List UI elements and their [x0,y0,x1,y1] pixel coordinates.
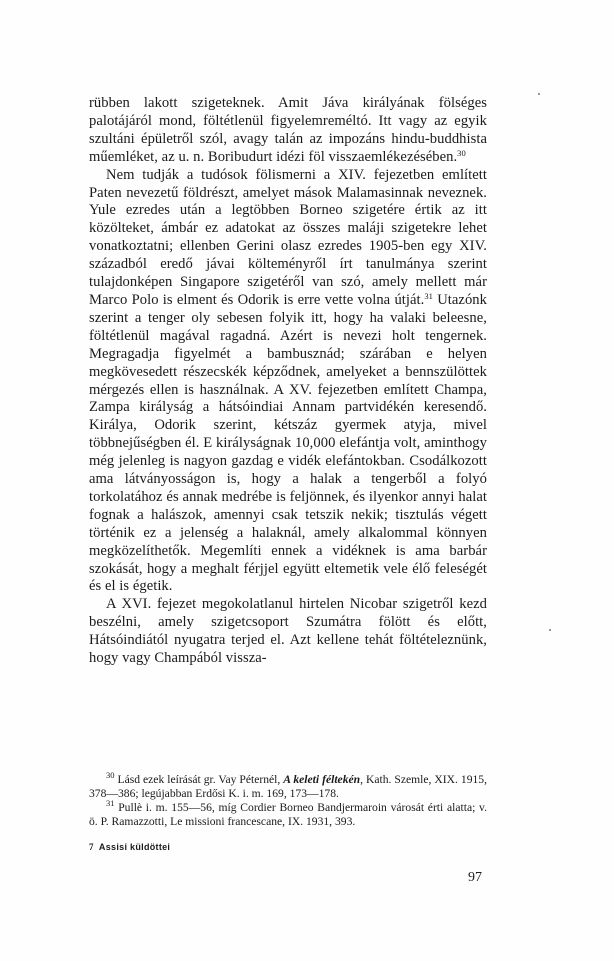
footnote-30-text-b: , Kath. Szemle, XIX. 1915, 378—386; legújabban Erdősi K. i. m. 169, 173—178. [89,773,487,800]
signature-title: Assisi küldöttei [98,842,171,852]
speck-mark [538,93,540,95]
footnote-31 [89,798,487,829]
footnote-ref-30: 30 [457,147,466,158]
footnote-ref-31: 31 [424,290,433,301]
footnote-31-marker: 31 [106,798,115,808]
paragraph-2-text-b: Utazónk szerint a tenger oly sebesen folyik itt, hogy ha valaki beleesne, föltétlenül magával ragadná. Azért is nevezi holt tengernek. Megragadja figyelmét a bambusznád; szárában e helyen megkövesedett részecskék képződnek, amelyeket a bennszülöttek mérgezés ellen is használnak. A XV. fejezetben említett Champa, Zampa királyság a hátsóindiai Annam partvidékén keresendő. Királya, Odorik szerint, kétszáz gyermek atyja, mivel többnejűségben él. E királyságnak 10,000 elefántja volt, aminthogy még jelenleg is nagyon gazdag e vidék elefántokban. Csodálkozott ama látványosságon is, hogy a halak a tengerből a folyó torkolatához és annak medrébe is feljönnek, és ilyenkor annyi halat fognak a halászok, amennyi csak tetszik nekik; tisztulás végett történik ez a jelenség a halaknál, amely alkalommal könnyen megközelíthetők. Megemlíti ennek a vidéknek is ama barbár szokását, hogy a meghalt férjjel együtt eltemetik vele élő feleségét és el is égetik. [89,291,487,595]
footnotes [89,770,487,829]
paragraph-1-text: rübben lakott szigeteknek. Amit Jáva királyának fölséges palotájáról mond, föltétlenül figyelemreméltó. Itt vagy az egyik szultáni épületről szól, avagy talán az impozáns hindu-buddhista műemléket, az u. n. Boribudurt idézi föl visszaemlékezésében. [89,95,487,165]
paragraph-2 [89,167,487,597]
paragraph-3-text: A XVI. fejezet megokolatlanul hirtelen Nicobar szigetről kezd beszélni, amely szigetcsoport Szumátra fölött és előtt, Hátsóindiától nyugatra terjed el. Azt kellene tehát föltételeznünk, hogy vagy Champából vissza- [89,596,487,667]
page-number: 97 [468,870,482,885]
signature-number: 7 [89,842,94,852]
footnote-31-text: Pullè i. m. 155—56, míg Cordier Borneo Bandjermaroin városát érti alatta; v. ö. P. Ramazzotti, Le missioni francescane, IX. 1931, 393. [89,801,487,828]
printer-signature [89,842,170,852]
footnote-30-text-a: Lásd ezek leírását gr. Vay Péternél, [114,773,284,786]
paragraph-3 [89,596,487,668]
paragraph-2-text-a: Nem tudják a tudósok fölismerni a XIV. fejezetben említett Paten nevezetű földrészt, amelyet mások Malamasinnak neveznek. Yule ezredes után a legtöbben Borneo szigetére értik az itt közölteket, ámbár ez adatokat az összes maláji szigetekre lehet vonatkoztatni; ellenben Gerini olasz ezredes 1905-ben egy XIV. századból eredő jávai költeményről írt tanulmánya szerint tulajdonképen Singapore szigetéről van szó, amely mellett már Marco Polo is elment és Odorik is erre vette volna útját. [89,166,487,308]
paragraph-1 [89,95,487,167]
footnote-30 [89,770,487,801]
speck-mark [549,629,551,631]
main-text [89,95,487,668]
footnote-30-title: A keleti féltekén [283,773,361,786]
footnote-30-marker: 30 [106,770,115,780]
